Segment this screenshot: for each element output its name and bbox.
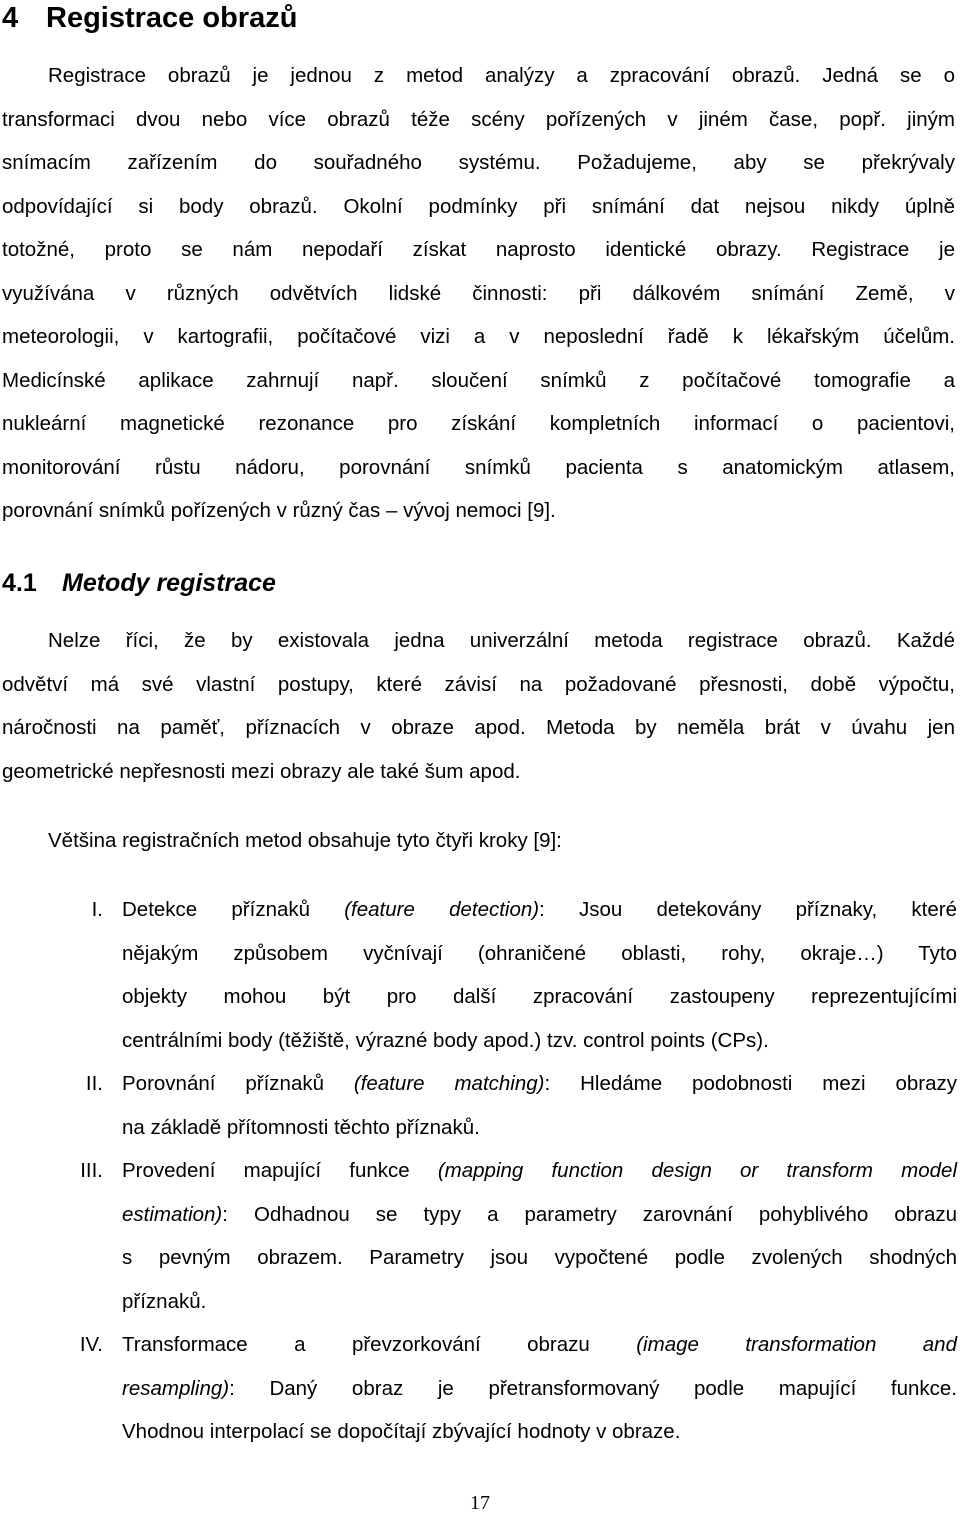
paragraph-line: náročnosti na paměť, příznacích v obraze apod. Metoda by neměla brát v úvahu jen <box>2 716 955 739</box>
step-line: s pevným obrazem. Parametry jsou vypočtené podle zvolených shodných <box>122 1246 957 1269</box>
step-marker: II. <box>85 1072 103 1095</box>
paragraph-line: meteorologii, v kartografii, počítačové vizi a v neposlední řadě k lékařským účelům. <box>2 325 955 348</box>
step-line: resampling): Daný obraz je přetransformovaný podle mapující funkce. <box>122 1376 957 1400</box>
section-heading <box>2 566 276 600</box>
paragraph-line: porovnání snímků pořízených v různý čas – vývoj nemoci [9]. <box>2 499 556 522</box>
step-line: na základě přítomnosti těchto příznaků. <box>122 1115 480 1139</box>
paragraph-line: snímacím zařízením do souřadného systému. Požadujeme, aby se překrývaly <box>2 151 955 174</box>
paragraph-line: monitorování růstu nádoru, porovnání snímků pacienta s anatomickým atlasem, <box>2 455 955 479</box>
section-title: Metody registrace <box>62 569 276 597</box>
page-number: 17 <box>470 1492 490 1514</box>
chapter-heading <box>2 0 297 36</box>
paragraph-line: totožné, proto se nám nepodaří získat naprosto identické obrazy. Registrace je <box>2 238 955 261</box>
step-line: Porovnání příznaků (feature matching): Hledáme podobnosti mezi obrazy <box>122 1072 957 1095</box>
registration-steps-list <box>2 888 957 1454</box>
step-line: objekty mohou být pro další zpracování zastoupeny reprezentujícími <box>122 985 957 1008</box>
step-item-1 <box>2 888 957 1062</box>
step-line: Provedení mapující funkce (mapping function design or transform model <box>122 1159 957 1182</box>
step-item-2 <box>2 1062 957 1149</box>
paragraph-line: Registrace obrazů je jednou z metod analýzy a zpracování obrazů. Jedná se o <box>48 64 955 87</box>
section-number: 4.1 <box>2 569 37 597</box>
methods-paragraph <box>2 619 955 793</box>
step-marker: IV. <box>79 1333 103 1356</box>
paragraph-line: transformaci dvou nebo více obrazů téže scény pořízených v jiném čase, popř. jiným <box>2 107 955 131</box>
paragraph-line: odpovídající si body obrazů. Okolní podmínky při snímání dat nejsou nikdy úplně <box>2 194 955 218</box>
intro-paragraph <box>2 54 955 533</box>
step-marker: III. <box>80 1159 103 1182</box>
step-line: Vhodnou interpolací se dopočítají zbývající hodnoty v obraze. <box>122 1420 681 1443</box>
paragraph-line: Medicínské aplikace zahrnují např. sloučení snímků z počítačové tomografie a <box>2 368 955 392</box>
paragraph-line: využívána v různých odvětvích lidské činnosti: při dálkovém snímání Země, v <box>2 281 955 305</box>
step-line: Transformace a převzorkování obrazu (image transformation and <box>122 1333 957 1356</box>
paragraph-line: Nelze říci, že by existovala jedna univerzální metoda registrace obrazů. Každé <box>48 629 955 652</box>
step-line: centrálními body (těžiště, výrazné body apod.) tzv. control points (CPs). <box>122 1028 769 1052</box>
step-line: Detekce příznaků (feature detection): Jsou detekovány příznaky, které <box>122 898 957 921</box>
paragraph-line: odvětví má své vlastní postupy, které závisí na požadované přesnosti, době výpočtu, <box>2 672 955 696</box>
paragraph-line: geometrické nepřesnosti mezi obrazy ale také šum apod. <box>2 759 521 783</box>
step-item-4 <box>2 1323 957 1454</box>
step-marker: I. <box>91 898 103 921</box>
paragraph-line: Většina registračních metod obsahuje tyto čtyři kroky [9]: <box>48 829 562 852</box>
step-line: estimation): Odhadnou se typy a parametry zarovnání pohyblivého obrazu <box>122 1202 957 1226</box>
steps-intro-paragraph <box>2 819 955 863</box>
chapter-title: Registrace obrazů <box>46 2 298 34</box>
step-item-3 <box>2 1149 957 1323</box>
step-line: nějakým způsobem vyčnívají (ohraničené oblasti, rohy, okraje…) Tyto <box>122 941 957 965</box>
paragraph-line: nukleární magnetické rezonance pro získání kompletních informací o pacientovi, <box>2 412 955 435</box>
step-line: příznaků. <box>122 1289 207 1313</box>
chapter-number: 4 <box>2 2 19 34</box>
